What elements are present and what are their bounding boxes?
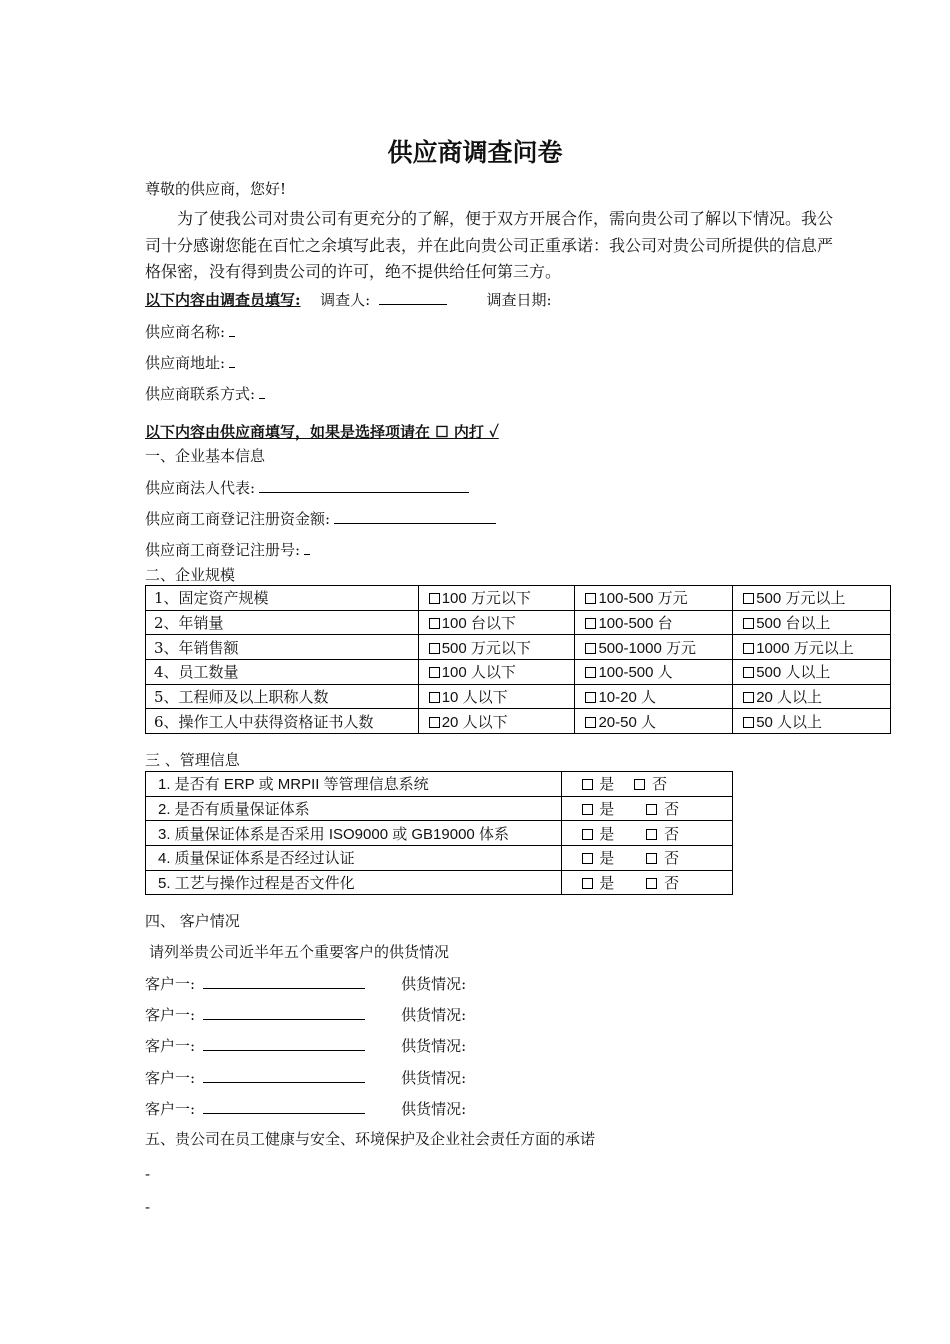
field-supplier-address (145, 352, 235, 373)
checkbox-icon[interactable] (585, 593, 596, 604)
checkbox-icon[interactable] (582, 853, 593, 864)
commitment-line-1[interactable]: - (145, 1165, 151, 1183)
field-registered-capital (145, 508, 496, 529)
checkbox-icon[interactable] (582, 779, 593, 790)
scale-row (146, 660, 891, 685)
checkbox-icon[interactable] (646, 853, 657, 864)
option-label: 500 台以上 (756, 615, 831, 633)
management-row (146, 846, 733, 871)
supply-label: 供货情况: (401, 1068, 467, 1087)
option-label: 100 台以下 (441, 615, 516, 633)
checkbox-icon[interactable] (585, 667, 596, 678)
management-question (146, 772, 562, 797)
scale-option[interactable] (733, 586, 891, 611)
scale-row (146, 586, 891, 611)
management-row (146, 870, 733, 895)
scale-option[interactable] (575, 586, 733, 611)
supply-label: 供货情况: (401, 1099, 467, 1118)
section2-heading: 二、企业规模 (145, 566, 236, 584)
investigator-heading: 以下内容由调查员填写: (145, 291, 301, 309)
scale-label: 1、固定资产规模 (146, 586, 419, 611)
registration-number-input[interactable] (304, 539, 310, 555)
scale-option[interactable] (733, 660, 891, 685)
option-label: 100-500 人 (598, 664, 673, 682)
question-text: 3. 质量保证体系是否采用 ISO9000 或 GB19000 体系 (158, 825, 509, 843)
investigator-label: 调查人: (320, 291, 371, 309)
option-label: 100 万元以下 (441, 590, 531, 608)
option-label: 100-500 台 (598, 615, 673, 633)
field-supplier-name (145, 321, 235, 342)
checkbox-icon[interactable] (743, 618, 754, 629)
supplier-address-input[interactable] (229, 352, 235, 368)
checkbox-icon[interactable] (646, 804, 657, 815)
yes-no-choice[interactable] (561, 796, 733, 821)
option-label: 20 人以上 (756, 689, 823, 707)
checkbox-icon[interactable] (646, 829, 657, 840)
customer-input[interactable] (203, 973, 365, 989)
checkbox-icon[interactable] (429, 717, 440, 728)
customer-label: 客户一: (145, 975, 196, 993)
checkbox-icon[interactable] (429, 593, 440, 604)
customer-label: 客户一: (145, 1099, 196, 1118)
checkbox-icon[interactable] (585, 692, 596, 703)
scale-option[interactable] (418, 635, 575, 660)
supply-label: 供货情况: (401, 1037, 467, 1056)
scale-option[interactable] (418, 586, 575, 611)
option-label: 10-20 人 (598, 689, 656, 707)
checkbox-icon[interactable] (582, 804, 593, 815)
yes-no-choice[interactable] (561, 772, 733, 797)
section4-heading: 四、 客户情况 (145, 912, 240, 930)
scale-option[interactable] (733, 684, 891, 709)
option-label: 1000 万元以上 (756, 639, 854, 657)
checkbox-icon[interactable] (429, 643, 440, 654)
no-label: 否 (664, 824, 680, 843)
checkbox-icon[interactable] (634, 779, 645, 790)
section3-heading: 三 、管理信息 (145, 751, 240, 769)
field-label: 供应商地址: (145, 354, 226, 372)
scale-row (146, 635, 891, 660)
customer-input[interactable] (203, 1067, 365, 1083)
scale-option[interactable] (575, 660, 733, 685)
option-label: 20 人以下 (441, 713, 508, 731)
option-label: 10 人以下 (441, 689, 508, 707)
checkbox-icon[interactable] (582, 829, 593, 840)
commitment-line-2[interactable]: - (145, 1198, 151, 1216)
customer-input[interactable] (203, 1098, 365, 1114)
customer-row (145, 1067, 466, 1088)
management-row (146, 772, 733, 797)
question-text: 4. 质量保证体系是否经过认证 (158, 850, 355, 868)
field-label: 供应商名称: (145, 323, 226, 341)
option-label: 50 人以上 (756, 713, 823, 731)
scale-row (146, 684, 891, 709)
checkbox-icon[interactable] (585, 717, 596, 728)
no-label: 否 (664, 800, 680, 819)
scale-option[interactable] (418, 610, 575, 635)
checkbox-icon[interactable] (646, 878, 657, 889)
question-text: 1. 是否有 ERP 或 MRPII 等管理信息系统 (158, 776, 429, 794)
checkbox-icon[interactable] (429, 618, 440, 629)
section1-heading: 一、企业基本信息 (145, 447, 266, 465)
scale-row (146, 709, 891, 734)
scale-option[interactable] (575, 709, 733, 734)
customer-row (145, 1035, 466, 1056)
supply-label: 供货情况: (401, 975, 467, 993)
checkbox-icon[interactable] (743, 643, 754, 654)
scale-row (146, 610, 891, 635)
yes-label: 是 (599, 775, 615, 794)
scale-option[interactable] (418, 709, 575, 734)
field-legal-rep (145, 477, 469, 498)
checkbox-icon[interactable] (743, 717, 754, 728)
yes-no-choice[interactable] (561, 821, 733, 846)
survey-date-label: 调查日期: (486, 291, 552, 309)
field-registration-number (145, 539, 310, 560)
checkbox-icon[interactable] (582, 878, 593, 889)
field-supplier-contact (145, 383, 265, 404)
scale-label: 5、工程师及以上职称人数 (146, 684, 419, 709)
supplier-contact-input[interactable] (259, 383, 265, 399)
scale-option[interactable] (418, 660, 575, 685)
checkbox-icon[interactable] (429, 692, 440, 703)
scale-table (145, 585, 891, 734)
scale-option[interactable] (575, 684, 733, 709)
scale-option[interactable] (733, 610, 891, 635)
greeting: 尊敬的供应商，您好! (145, 180, 287, 198)
checkbox-icon[interactable] (429, 667, 440, 678)
management-question (146, 870, 562, 895)
registered-capital-input[interactable] (334, 508, 496, 524)
customer-row (145, 1004, 466, 1025)
field-label: 供应商联系方式: (145, 385, 256, 403)
section5-heading: 五、贵公司在员工健康与安全、环境保护及企业社会责任方面的承诺 (145, 1130, 596, 1148)
no-label: 否 (664, 874, 680, 893)
page-title: 供应商调查问卷 (387, 138, 563, 167)
checkbox-icon[interactable] (585, 618, 596, 629)
option-label: 500 万元以上 (756, 590, 846, 608)
scale-label: 3、年销售额 (146, 635, 419, 660)
checkbox-icon[interactable] (585, 643, 596, 654)
management-row (146, 796, 733, 821)
field-label: 供应商工商登记注册号: (145, 541, 301, 559)
scale-label: 2、年销量 (146, 610, 419, 635)
yes-label: 是 (599, 800, 615, 819)
investigator-input[interactable] (379, 289, 447, 305)
option-label: 20-50 人 (598, 713, 656, 731)
scale-option[interactable] (575, 635, 733, 660)
customer-input[interactable] (203, 1035, 365, 1051)
question-text: 2. 是否有质量保证体系 (158, 801, 310, 819)
no-label: 否 (664, 849, 680, 868)
scale-label: 4、员工数量 (146, 660, 419, 685)
yes-no-choice[interactable] (561, 870, 733, 895)
yes-label: 是 (599, 874, 615, 893)
scale-option[interactable] (733, 635, 891, 660)
customer-row (145, 973, 466, 994)
investigator-row (145, 289, 552, 310)
yes-no-choice[interactable] (561, 846, 733, 871)
option-label: 100 人以下 (441, 664, 516, 682)
management-table (145, 771, 733, 895)
scale-option[interactable] (575, 610, 733, 635)
checkbox-icon[interactable] (743, 692, 754, 703)
option-label: 500 人以上 (756, 664, 831, 682)
question-text: 5. 工艺与操作过程是否文件化 (158, 875, 355, 893)
yes-label: 是 (599, 849, 615, 868)
field-label: 供应商法人代表: (145, 479, 256, 497)
management-question (146, 821, 562, 846)
management-row (146, 821, 733, 846)
supplier-name-input[interactable] (229, 321, 235, 337)
customer-label: 客户一: (145, 1068, 196, 1087)
yes-label: 是 (599, 824, 615, 843)
customer-label: 客户一: (145, 1006, 196, 1025)
customer-row (145, 1098, 466, 1119)
scale-option[interactable] (418, 684, 575, 709)
scale-label: 6、操作工人中获得资格证书人数 (146, 709, 419, 734)
field-label: 供应商工商登记注册资金额: (145, 510, 331, 528)
checkbox-icon[interactable] (743, 667, 754, 678)
supply-label: 供货情况: (401, 1006, 467, 1025)
scale-option[interactable] (733, 709, 891, 734)
intro-paragraph: 为了使我公司对贵公司有更充分的了解，便于双方开展合作，需向贵公司了解以下情况。我公司十分感谢您能在百忙之余填写此表，并在此向贵公司正重承诺：我公司对贵公司所提供的信息严格保密，没有得到贵公司的许可，绝不提供给任何第三方。 (145, 209, 834, 281)
checkbox-icon[interactable] (743, 593, 754, 604)
legal-rep-input[interactable] (259, 477, 469, 493)
supplier-section-heading: 以下内容由供应商填写，如果是选择项请在 ☐ 内打 ✓ (145, 423, 499, 441)
customer-prompt: 请列举贵公司近半年五个重要客户的供货情况 (149, 943, 450, 961)
option-label: 500 万元以下 (441, 639, 531, 657)
customer-label: 客户一: (145, 1037, 196, 1056)
option-label: 100-500 万元 (598, 590, 688, 608)
no-label: 否 (652, 775, 668, 794)
customer-input[interactable] (203, 1004, 365, 1020)
option-label: 500-1000 万元 (598, 639, 696, 657)
management-question (146, 796, 562, 821)
management-question (146, 846, 562, 871)
